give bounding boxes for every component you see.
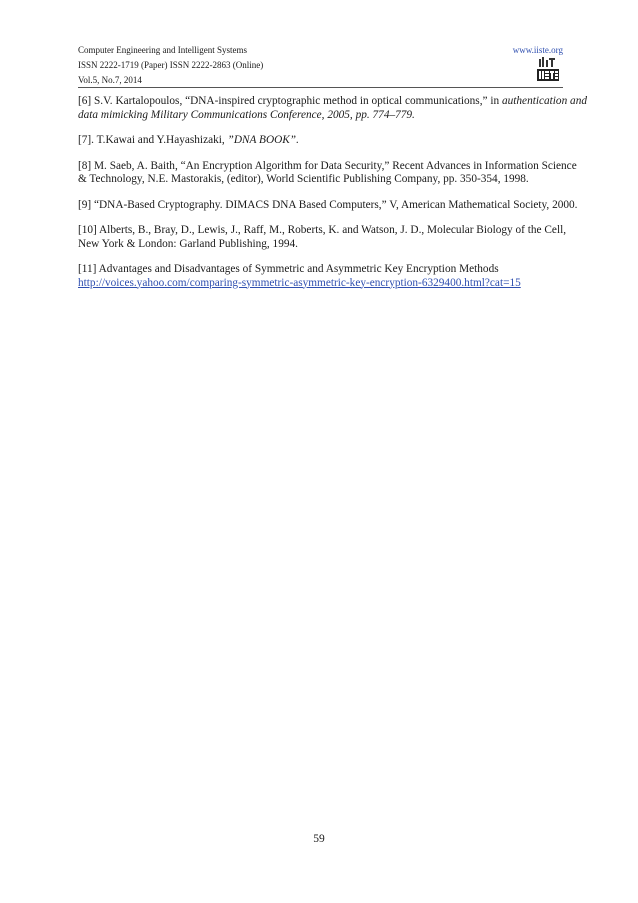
reference-line: & Technology, N.E. Mastorakis, (editor), World Scientific Publishing Company, pp. 350-354, 1998. xyxy=(78,173,529,185)
reference-list xyxy=(78,95,587,302)
reference-line: New York & London: Garland Publishing, 1994. xyxy=(78,237,298,250)
reference-11 xyxy=(78,263,563,290)
page-number: 59 xyxy=(313,833,325,845)
reference-text: [7]. T.Kawai and Y.Hayashizaki, xyxy=(78,134,228,146)
reference-line: [8] M. Saeb, A. Baith, “An Encryption Algorithm for Data Security,” Recent Advances in Information Science xyxy=(78,159,577,172)
reference-italic-text: ”DNA BOOK”. xyxy=(227,134,299,146)
reference-line: [9] “DNA-Based Cryptography. DIMACS DNA Based Computers,” V, American Mathematical Society, 2000. xyxy=(78,198,578,211)
reference-text: [6] S.V. Kartalopoulos, “DNA-inspired cryptographic method in optical communications,” in xyxy=(78,95,502,107)
header-rule xyxy=(78,87,563,88)
volume-line: Vol.5, No.7, 2014 xyxy=(78,75,142,85)
issn-line: ISSN 2222-1719 (Paper) ISSN 2222-2863 (Online) xyxy=(78,60,264,70)
reference-line: [11] Advantages and Disadvantages of Symmetric and Asymmetric Key Encryption Methods xyxy=(78,263,499,275)
iiste-logo-icon xyxy=(537,57,559,83)
reference-url-link[interactable]: http://voices.yahoo.com/comparing-symmetric-asymmetric-key-encryption-6329400.html?cat=15 xyxy=(78,276,521,289)
journal-title: Computer Engineering and Intelligent Systems xyxy=(78,45,247,55)
journal-website-link[interactable]: www.iiste.org xyxy=(512,45,563,55)
reference-10 xyxy=(78,224,567,251)
reference-line: [10] Alberts, B., Bray, D., Lewis, J., Raff, M., Roberts, K. and Watson, J. D., Molecular Biology of the Cell, xyxy=(78,224,567,236)
reference-6 xyxy=(78,95,587,122)
reference-line xyxy=(78,134,563,148)
reference-italic-text: authentication and xyxy=(501,95,587,107)
reference-7 xyxy=(78,134,563,148)
reference-italic-line: data mimicking Military Communications Conference, 2005, pp. 774–779. xyxy=(78,108,415,121)
reference-line xyxy=(78,95,587,109)
page-header xyxy=(78,45,563,85)
reference-9 xyxy=(78,198,578,213)
reference-8 xyxy=(78,159,577,187)
